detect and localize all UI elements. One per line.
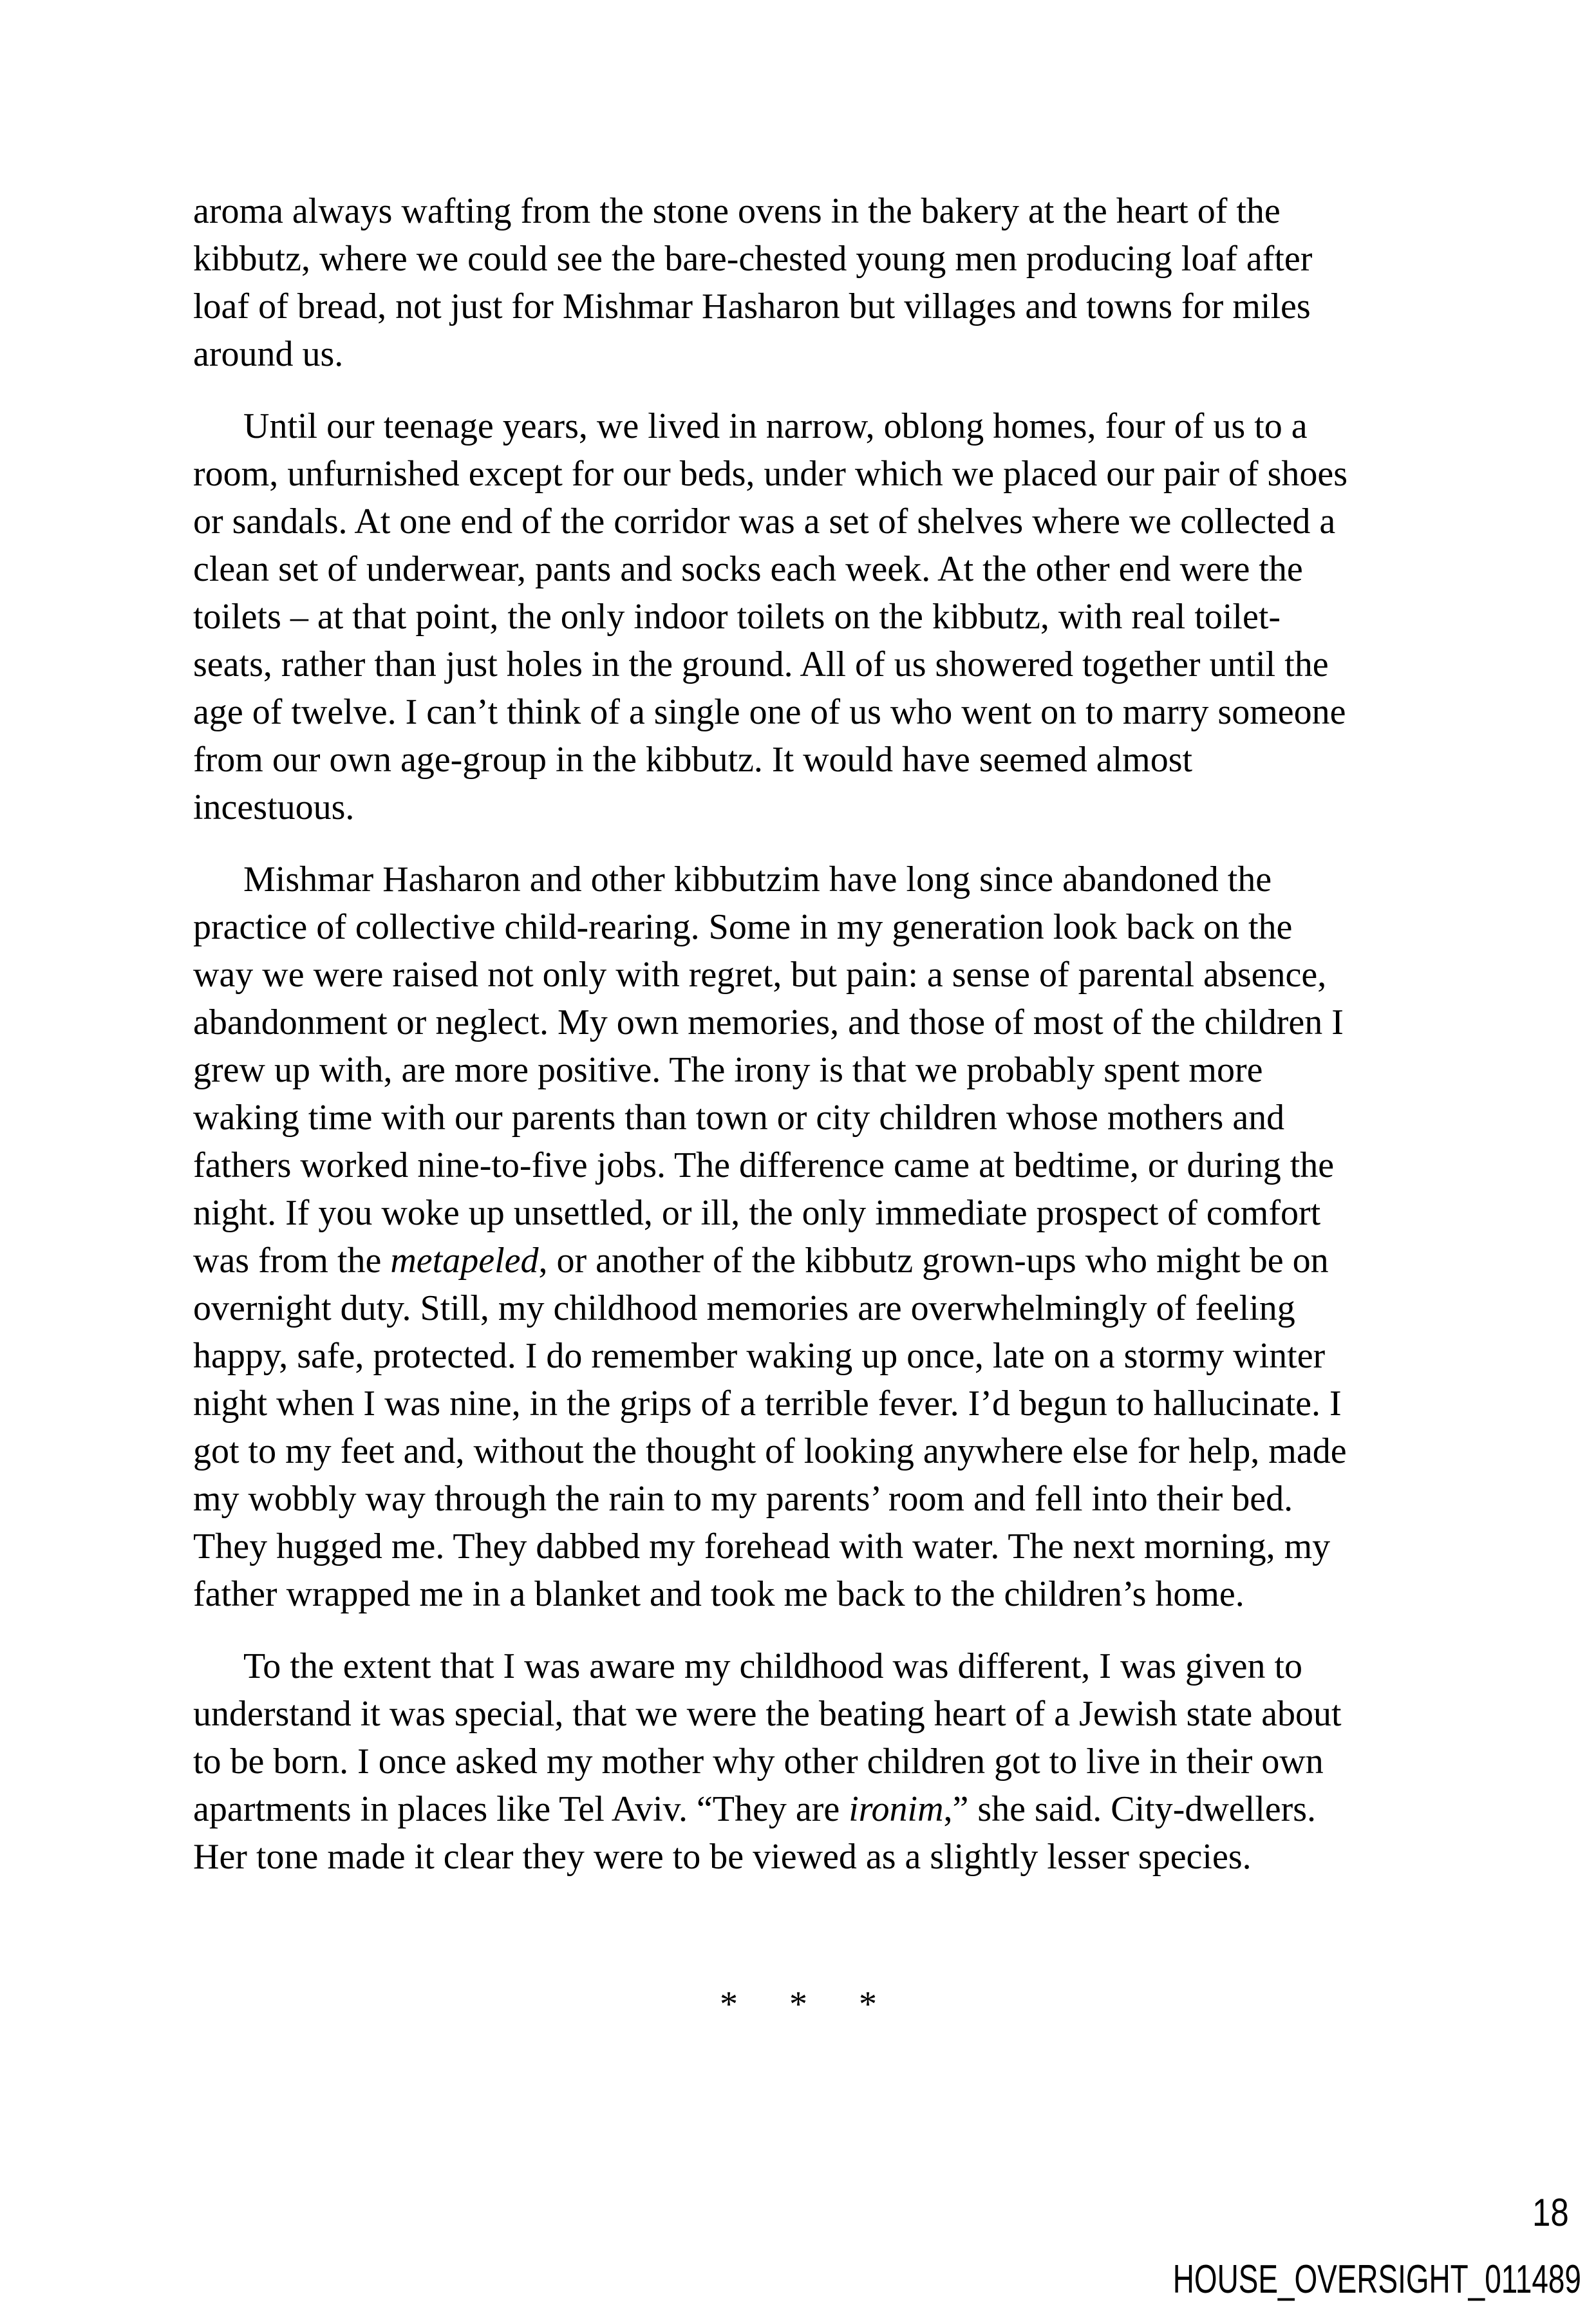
text-line	[193, 1785, 1404, 1833]
text-line	[193, 688, 1404, 736]
text-line	[193, 402, 1404, 450]
text-line	[193, 1284, 1404, 1332]
text-run: clean set of underwear, pants and socks each week. At the other end were the	[193, 549, 1303, 589]
text-run: practice of collective child-rearing. Some in my generation look back on the	[193, 907, 1293, 947]
text-line	[193, 545, 1404, 593]
text-run: understand it was special, that we were the beating heart of a Jewish state about	[193, 1694, 1342, 1734]
text-run: , or another of the kibbutz grown-ups who might be on	[538, 1241, 1329, 1281]
text-run: my wobbly way through the rain to my parents’ room and fell into their bed.	[193, 1479, 1293, 1519]
text-run: kibbutz, where we could see the bare-chested young men producing loaf after	[193, 239, 1313, 279]
text-line	[193, 450, 1404, 498]
text-run: night when I was nine, in the grips of a terrible fever. I’d begun to hallucinate. I	[193, 1384, 1342, 1424]
asterisk: *	[789, 1984, 807, 2024]
text-run: Her tone made it clear they were to be viewed as a slightly lesser species.	[193, 1837, 1252, 1877]
text-run: waking time with our parents than town or city children whose mothers and	[193, 1098, 1285, 1138]
text-run: father wrapped me in a blanket and took me back to the children’s home.	[193, 1574, 1244, 1614]
text-line	[193, 1738, 1404, 1785]
text-line	[193, 951, 1404, 999]
text-run: aroma always wafting from the stone ovens in the bakery at the heart of the	[193, 191, 1281, 231]
text-line	[193, 784, 1404, 831]
bates-number: HOUSE_OVERSIGHT_011489	[1172, 2257, 1581, 2302]
text-run: abandonment or neglect. My own memories, and those of most of the children I	[193, 1002, 1344, 1042]
asterisk: *	[720, 1984, 738, 2024]
text-line	[193, 1237, 1404, 1284]
text-line	[193, 641, 1404, 688]
text-run: around us.	[193, 334, 344, 374]
text-line	[193, 1690, 1404, 1738]
italic-term: ironim	[849, 1789, 944, 1829]
text-run: Until our teenage years, we lived in narrow, oblong homes, four of us to a	[243, 406, 1308, 446]
text-run: overnight duty. Still, my childhood memories are overwhelmingly of feeling	[193, 1288, 1295, 1328]
text-line	[193, 330, 1404, 378]
section-break-asterisks	[193, 1980, 1404, 2028]
text-run: ,” she said. City-dwellers.	[943, 1789, 1317, 1829]
text-run: age of twelve. I can’t think of a single one of us who went on to marry someone	[193, 692, 1346, 732]
text-run: loaf of bread, not just for Mishmar Hasharon but villages and towns for miles	[193, 287, 1311, 326]
text-run: or sandals. At one end of the corridor was a set of shelves where we collected a	[193, 502, 1336, 541]
text-run: got to my feet and, without the thought of looking anywhere else for help, made	[193, 1431, 1347, 1471]
text-run: room, unfurnished except for our beds, under which we placed our pair of shoes	[193, 454, 1348, 494]
text-run: apartments in places like Tel Aviv. “They are	[193, 1789, 849, 1829]
text-line	[193, 235, 1404, 283]
text-line	[193, 1642, 1404, 1690]
text-run: fathers worked nine-to-five jobs. The difference came at bedtime, or during the	[193, 1145, 1335, 1185]
text-line	[193, 498, 1404, 545]
paragraph	[193, 402, 1404, 831]
text-line	[193, 187, 1404, 235]
paragraph	[193, 187, 1404, 378]
text-line	[193, 1833, 1404, 1881]
text-line	[193, 1427, 1404, 1475]
text-run: toilets – at that point, the only indoor toilets on the kibbutz, with real toilet-	[193, 597, 1281, 637]
text-run: from our own age-group in the kibbutz. It would have seemed almost	[193, 740, 1193, 780]
text-run: happy, safe, protected. I do remember waking up once, late on a stormy winter	[193, 1336, 1326, 1376]
text-run: seats, rather than just holes in the ground. All of us showered together until the	[193, 644, 1329, 684]
text-run: grew up with, are more positive. The irony is that we probably spent more	[193, 1050, 1263, 1090]
body-text	[193, 187, 1404, 2028]
text-run: was from the	[193, 1241, 391, 1281]
text-line	[193, 903, 1404, 951]
text-run: way we were raised not only with regret, but pain: a sense of parental absence,	[193, 955, 1327, 995]
text-line	[193, 856, 1404, 903]
text-run: To the extent that I was aware my childhood was different, I was given to	[243, 1646, 1302, 1686]
text-line	[193, 1142, 1404, 1189]
text-run: Mishmar Hasharon and other kibbutzim have long since abandoned the	[243, 860, 1272, 899]
text-line	[193, 1475, 1404, 1523]
text-line	[193, 283, 1404, 330]
text-line	[193, 1570, 1404, 1618]
text-line	[193, 1094, 1404, 1142]
text-line	[193, 1380, 1404, 1427]
paragraph	[193, 856, 1404, 1618]
text-run: to be born. I once asked my mother why other children got to live in their own	[193, 1742, 1324, 1781]
paragraph	[193, 1642, 1404, 1881]
text-line	[193, 1523, 1404, 1570]
text-line	[193, 736, 1404, 784]
text-line	[193, 999, 1404, 1046]
text-line	[193, 1046, 1404, 1094]
text-run: night. If you woke up unsettled, or ill, the only immediate prospect of comfort	[193, 1193, 1321, 1233]
italic-term: metapeled	[390, 1241, 539, 1281]
asterisk: *	[859, 1984, 877, 2024]
text-run: incestuous.	[193, 787, 355, 827]
text-run: They hugged me. They dabbed my forehead with water. The next morning, my	[193, 1527, 1331, 1566]
text-line	[193, 1189, 1404, 1237]
text-line	[193, 1332, 1404, 1380]
text-line	[193, 593, 1404, 641]
page-number: 18	[1532, 2191, 1569, 2234]
